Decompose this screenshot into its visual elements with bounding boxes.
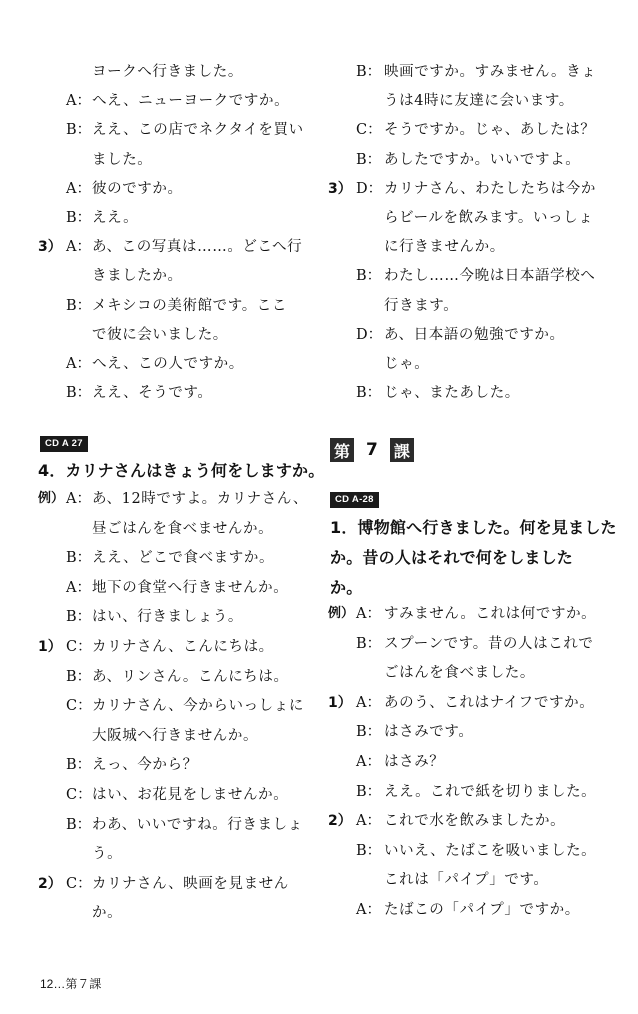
dialogue-line: あ、12時ですよ。カリナさん、 — [92, 491, 308, 507]
dialogue-line: で彼に会いました。 — [92, 326, 228, 343]
speaker-label: A： — [66, 491, 91, 507]
speaker-label: B： — [66, 757, 92, 774]
speaker-label: B： — [356, 64, 382, 80]
dialogue-line: これは「パイプ」です。 — [384, 872, 549, 889]
dialogue-line: はさみです。 — [384, 724, 474, 741]
speaker-label: C： — [66, 875, 92, 892]
dialogue-line: ごはんを食べました。 — [384, 665, 535, 682]
section-heading-line-3: か。 — [330, 578, 363, 597]
item-number-marker: 1） — [38, 639, 62, 655]
section-heading: 4．カリナさんはきょう何をしますか。 — [38, 461, 325, 480]
dialogue-line: わあ、いいですね。行きましょ — [92, 816, 303, 833]
speaker-label: D： — [356, 180, 383, 197]
dialogue-line: あ、日本語の勉強ですか。 — [384, 326, 565, 343]
speaker-label: B： — [356, 268, 382, 285]
section-heading-line-2: か。昔の人はそれで何をしました — [330, 548, 574, 567]
speaker-label: B： — [66, 816, 92, 833]
dialogue-line: ええ、そうです。 — [92, 385, 213, 402]
speaker-label: A： — [66, 93, 91, 110]
dialogue-line: 映画ですか。すみません。きょ — [384, 64, 597, 80]
dialogue-line: 昼ごはんを食べませんか。 — [92, 520, 274, 537]
speaker-label: B： — [66, 668, 92, 685]
dialogue-line: じゃ。 — [384, 356, 430, 372]
dialogue-line: ええ。これで紙を切りました。 — [384, 783, 597, 800]
lesson-title — [330, 437, 414, 463]
dialogue-line: そうですか。じゃ、あしたは？ — [384, 122, 596, 139]
dialogue-line: う。 — [92, 846, 123, 863]
dialogue-line: きましたか。 — [92, 268, 183, 285]
dialogue-line: らビールを飲みます。いっしょ — [384, 210, 594, 226]
speaker-label: C： — [66, 787, 92, 803]
dialogue-line: うは4時に友達に会います。 — [384, 93, 574, 110]
dialogue-line: あ、この写真は……。どこへ行 — [92, 239, 303, 256]
speaker-label: B： — [356, 842, 382, 859]
speaker-label: A： — [66, 356, 91, 372]
example-marker: 例） — [328, 606, 355, 621]
speaker-label: C： — [66, 639, 92, 655]
speaker-label: A： — [356, 902, 381, 918]
dialogue-line: カリナさん、わたしたちは今か — [384, 180, 596, 197]
dialogue-line: あのう、これはナイフですか。 — [384, 694, 595, 711]
dialogue-line: たばこの「パイプ」ですか。 — [384, 902, 580, 918]
item-number-marker: 2） — [38, 875, 62, 892]
page-footer: 12…第７課 — [40, 977, 102, 991]
speaker-label: A： — [356, 606, 381, 622]
speaker-label: A： — [356, 754, 381, 770]
dialogue-line: に行きませんか。 — [384, 239, 505, 256]
dialogue-line: スプーンです。昔の人はこれで — [384, 635, 594, 652]
speaker-label: B： — [66, 210, 92, 226]
dialogue-line: へえ、ニューヨークですか。 — [92, 93, 290, 110]
dialogue-line: メキシコの美術館です。ここ — [92, 297, 287, 314]
dialogue-line: カリナさん、映画を見ません — [92, 875, 289, 892]
speaker-label: A： — [66, 239, 91, 256]
speaker-label: C： — [356, 122, 382, 139]
dialogue-line: これで水を飲みましたか。 — [384, 813, 566, 830]
dialogue-line: はい、お花見をしませんか。 — [92, 787, 289, 803]
dialogue-line: か。 — [92, 905, 123, 922]
speaker-label: D： — [356, 326, 383, 343]
dialogue-line: ええ、この店でネクタイを買い — [92, 122, 304, 139]
dialogue-line: はさみ？ — [384, 754, 445, 770]
speaker-label: B： — [66, 385, 92, 402]
cd-track-label: CD A-28 — [330, 492, 379, 508]
dialogue-line: えっ、今から？ — [92, 757, 198, 774]
speaker-label: A： — [356, 813, 381, 830]
dialogue-line: 彼のですか。 — [92, 180, 183, 197]
dialogue-line: じゃ、またあした。 — [384, 385, 520, 402]
speaker-label: A： — [66, 180, 91, 197]
speaker-label: B： — [66, 609, 92, 626]
dialogue-line: あしたですか。いいですよ。 — [384, 151, 581, 168]
speaker-label: B： — [356, 385, 382, 402]
lesson-title-prefix: 第 — [330, 438, 354, 462]
dialogue-line: ええ。 — [92, 210, 139, 226]
item-number-marker: 3） — [328, 180, 352, 197]
dialogue-line: へえ、この人ですか。 — [92, 356, 244, 372]
item-number-marker: 1） — [328, 694, 352, 711]
speaker-label: B： — [66, 550, 92, 567]
dialogue-line: ええ、どこで食べますか。 — [92, 550, 275, 567]
dialogue-line: 地下の食堂へ行きませんか。 — [92, 579, 289, 596]
dialogue-line: ました。 — [92, 151, 153, 168]
dialogue-line: 行きます。 — [384, 297, 459, 314]
dialogue-line: わたし……今晩は日本語学校へ — [384, 268, 596, 285]
dialogue-line: カリナさん、今からいっしょに — [92, 698, 304, 715]
section-heading-line-1: 1．博物館へ行きました。何を見ました — [330, 518, 617, 537]
speaker-label: A： — [66, 579, 91, 596]
lesson-number: 7 — [366, 440, 378, 460]
dialogue-line: はい、行きましょう。 — [92, 609, 243, 626]
dialogue-line: 大阪城へ行きませんか。 — [92, 727, 259, 744]
dialogue-line: カリナさん、こんにちは。 — [92, 639, 274, 655]
lesson-title-suffix: 課 — [390, 438, 414, 462]
cd-track-label: CD A 27 — [40, 436, 88, 452]
item-number-marker: 2） — [328, 813, 352, 830]
example-marker: 例） — [38, 491, 65, 506]
speaker-label: A： — [356, 694, 381, 711]
item-number-marker: 3） — [38, 239, 62, 256]
speaker-label: B： — [356, 783, 382, 800]
dialogue-line: ヨークへ行きました。 — [92, 64, 243, 80]
speaker-label: B： — [66, 297, 92, 314]
dialogue-line: いいえ、たばこを吸いました。 — [384, 842, 597, 859]
speaker-label: C： — [66, 698, 92, 715]
speaker-label: B： — [66, 122, 92, 139]
speaker-label: B： — [356, 151, 382, 168]
speaker-label: B： — [356, 635, 382, 652]
dialogue-line: すみません。これは何ですか。 — [384, 606, 597, 622]
dialogue-line: あ、リンさん。こんにちは。 — [92, 668, 289, 685]
speaker-label: B： — [356, 724, 382, 741]
